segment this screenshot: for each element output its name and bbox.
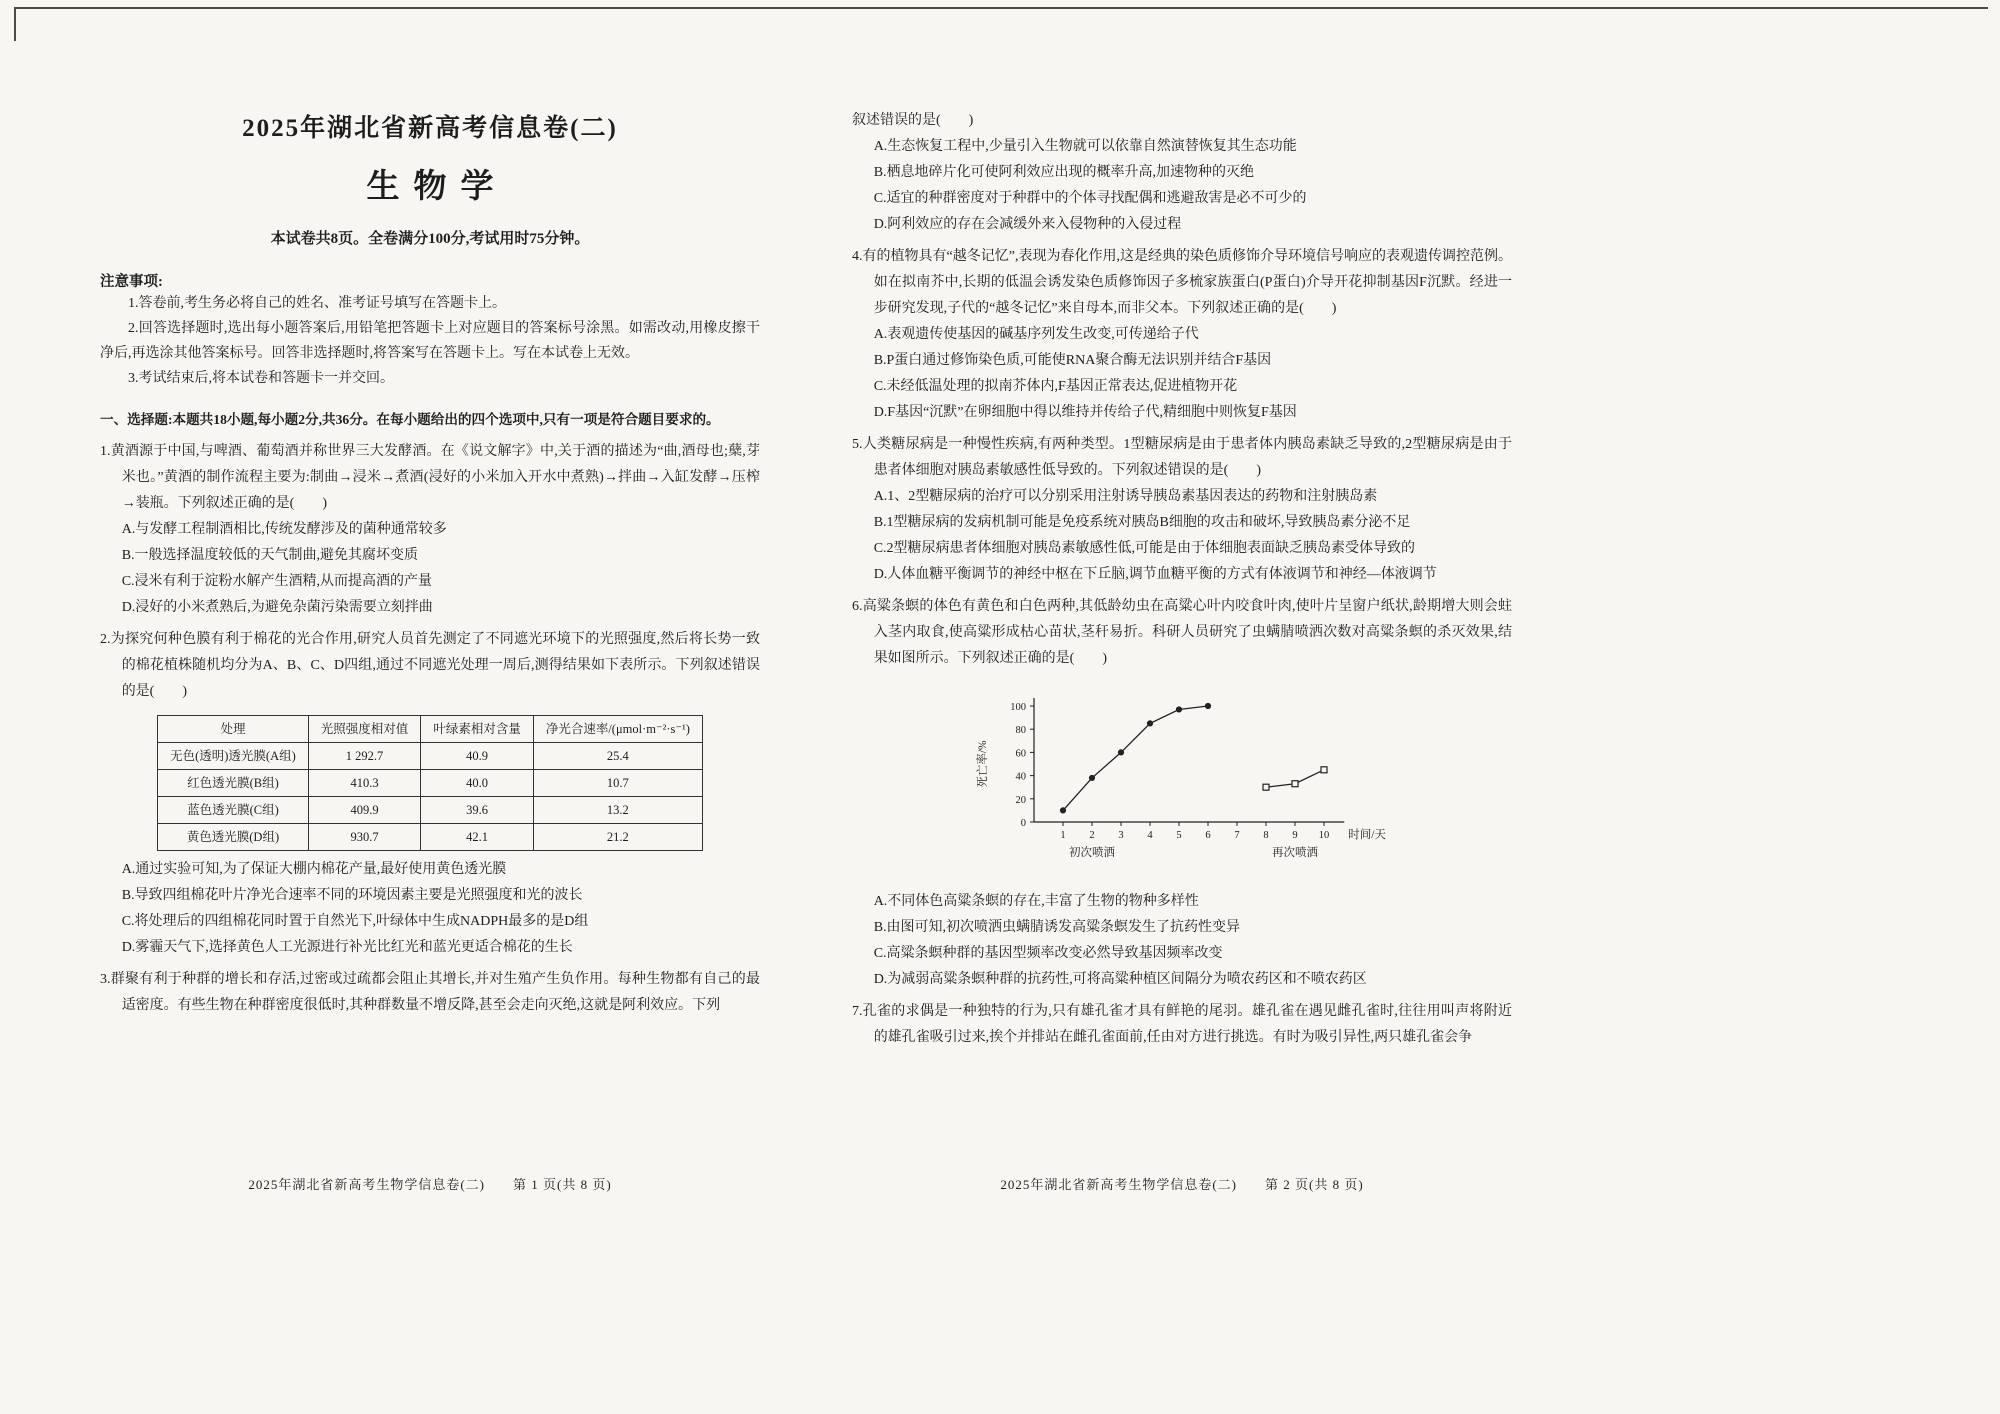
scan-edge-corner [14,7,16,41]
question-1-option-d: D.浸好的小米煮熟后,为避免杂菌污染需要立刻拌曲 [121,600,433,615]
page-1-footer: 2025年湖北省新高考生物学信息卷(二) 第 1 页(共 8 页) [248,1177,612,1192]
table-header-cell: 净光合速率/(μmol·m⁻²·s⁻¹) [533,716,702,743]
table-row [158,770,703,797]
svg-text:20: 20 [1015,794,1026,806]
table-cell: 黄色透光膜(D组) [158,824,309,851]
question-4-option-a: A.表观遗传使基因的碱基序列发生改变,可传递给子代 [873,327,1199,342]
question-2-option-b: B.导致四组棉花叶片净光合速率不同的环境因素主要是光照强度和光的波长 [121,888,583,903]
question-1-option-a: A.与发酵工程制酒相比,传统发酵涉及的菌种通常较多 [121,522,447,537]
table-cell: 25.4 [533,743,702,770]
svg-text:7: 7 [1234,830,1240,841]
table-cell: 无色(透明)透光膜(A组) [158,743,309,770]
question-5-stem: 5.人类糖尿病是一种慢性疾病,有两种类型。1型糖尿病是由于患者体内胰岛素缺乏导致的,2型糖尿病是由于患者体细胞对胰岛素敏感性低导致的。下列叙述错误的是( ) [852,437,1512,478]
table-header-cell: 光照强度相对值 [308,716,421,743]
svg-text:4: 4 [1147,830,1153,841]
question-2-stem: 2.为探究何种色膜有利于棉花的光合作用,研究人员首先测定了不同遮光环境下的光照强度,然后将长势一致的棉花植株随机均分为A、B、C、D四组,通过不同遮光处理一周后,测得结果如下表所示。下列叙述错误的是( ) [100,632,760,699]
table-cell: 409.9 [308,797,421,824]
svg-text:0: 0 [1020,818,1026,829]
svg-text:2: 2 [1089,830,1095,841]
exam-meta-line: 本试卷共8页。全卷满分100分,考试用时75分钟。 [270,231,590,247]
question-5-option-b: B.1型糖尿病的发病机制可能是免疫系统对胰岛B细胞的攻击和破坏,导致胰岛素分泌不足 [873,515,1411,530]
notice-item-2: 2.回答选择题时,选出每小题答案后,用铅笔把答题卡上对应题目的答案标号涂黑。如需改动,用橡皮擦干净后,再选涂其他答案标号。回答非选择题时,将答案写在答题卡上。写在本试卷上无效。 [100,321,760,361]
question-3-option-c: C.适宜的种群密度对于种群中的个体寻找配偶和逃避敌害是必不可少的 [873,191,1307,206]
table-header-row [158,716,703,743]
svg-text:60: 60 [1015,748,1026,760]
exam-title: 2025年湖北省新高考信息卷(二) [242,115,618,142]
table-cell: 10.7 [533,770,702,797]
svg-text:1: 1 [1060,830,1066,841]
table-header-cell: 叶绿素相对含量 [421,716,534,743]
notice-item-3: 3.考试结束后,将本试卷和答题卡一并交回。 [128,371,394,386]
question-3-stem-continued: 叙述错误的是( ) [852,113,974,128]
exam-page-2 [852,108,1512,1193]
table-cell: 930.7 [308,824,421,851]
question-6-option-d: D.为减弱高粱条螟种群的抗药性,可将高粱种植区间隔分为喷农药区和不喷农药区 [873,972,1367,987]
question-2-option-a: A.通过实验可知,为了保证大棚内棉花产量,最好使用黄色透光膜 [121,862,507,877]
question-1-option-c: C.浸米有利于淀粉水解产生酒精,从而提高酒的产量 [121,574,433,589]
svg-text:6: 6 [1205,830,1211,841]
question-3-option-a: A.生态恢复工程中,少量引入生物就可以依靠自然演替恢复其生态功能 [873,139,1297,154]
q2-data-table [157,715,703,851]
page-2-footer: 2025年湖北省新高考生物学信息卷(二) 第 2 页(共 8 页) [1000,1177,1364,1192]
question-5-option-a: A.1、2型糖尿病的治疗可以分别采用注射诱导胰岛素基因表达的药物和注射胰岛素 [873,489,1378,504]
table-row [158,824,703,851]
question-2-option-d: D.雾霾天气下,选择黄色人工光源进行补光比红光和蓝光更适合棉花的生长 [121,940,573,955]
notice-item-1: 1.答卷前,考生务必将自己的姓名、准考证号填写在答题卡上。 [128,296,506,311]
question-6-option-b: B.由图可知,初次喷洒虫螨腈诱发高粱条螟发生了抗药性变异 [873,920,1241,935]
svg-text:40: 40 [1015,771,1026,783]
table-cell: 410.3 [308,770,421,797]
question-6-option-c: C.高粱条螟种群的基因型频率改变必然导致基因频率改变 [873,946,1223,961]
table-cell: 39.6 [421,797,534,824]
svg-text:10: 10 [1318,830,1330,841]
question-1-stem: 1.黄酒源于中国,与啤酒、葡萄酒并称世界三大发酵酒。在《说文解字》中,关于酒的描述为“曲,酒母也;蘖,芽米也。”黄酒的制作流程主要为:制曲→浸米→煮酒(浸好的小米加入开水中煮熟)→拌曲→入缸发酵→压榨→装瓶。下列叙述正确的是( ) [100,444,760,511]
question-3-option-b: B.栖息地碎片化可使阿利效应出现的概率升高,加速物种的灭绝 [873,165,1255,180]
svg-text:初次喷洒: 初次喷洒 [1069,847,1115,859]
section-heading: 一、选择题:本题共18小题,每小题2分,共36分。在每小题给出的四个选项中,只有一项是符合题目要求的。 [100,412,720,427]
svg-text:9: 9 [1292,830,1298,841]
table-header-cell: 处理 [158,716,309,743]
question-3-stem: 3.群聚有利于种群的增长和存活,过密或过疏都会阻止其增长,并对生殖产生负作用。每种生物都有自己的最适密度。有些生物在种群密度很低时,其种群数量不增反降,甚至会走向灭绝,这就是阿利效应。下列 [100,972,760,1013]
svg-text:8: 8 [1263,830,1269,841]
subject-heading: 生物学 [366,169,508,205]
svg-text:时间/天: 时间/天 [1348,829,1387,841]
question-5-option-d: D.人体血糖平衡调节的神经中枢在下丘脑,调节血糖平衡的方式有体液调节和神经—体液调节 [873,567,1437,582]
question-2-option-c: C.将处理后的四组棉花同时置于自然光下,叶绿体中生成NADPH最多的是D组 [121,914,589,929]
question-4-option-d: D.F基因“沉默”在卵细胞中得以维持并传给子代,精细胞中则恢复F基因 [873,405,1297,420]
table-cell: 红色透光膜(B组) [158,770,309,797]
question-3-option-d: D.阿利效应的存在会减缓外来入侵物种的入侵过程 [873,217,1182,232]
question-4-option-b: B.P蛋白通过修饰染色质,可能使RNA聚合酶无法识别并结合F基因 [873,353,1272,368]
question-4-stem: 4.有的植物具有“越冬记忆”,表现为春化作用,这是经典的染色质修饰介导环境信号响应的表观遗传调控范例。如在拟南芥中,长期的低温会诱发染色质修饰因子多梳家族蛋白(P蛋白)介导开花抑制基因F沉默。经进一步研究发现,子代的“越冬记忆”来自母本,而非父本。下列叙述正确的是( ) [852,249,1512,316]
question-6-option-a: A.不同体色高粱条螟的存在,丰富了生物的物种多样性 [873,894,1199,909]
svg-text:100: 100 [1010,702,1026,713]
table-cell: 1 292.7 [308,743,421,770]
question-1-option-b: B.一般选择温度较低的天气制曲,避免其腐坏变质 [121,548,419,563]
table-cell: 42.1 [421,824,534,851]
question-5-option-c: C.2型糖尿病患者体细胞对胰岛素敏感性低,可能是由于体细胞表面缺乏胰岛素受体导致的 [873,541,1416,556]
scan-edge-line [14,7,1988,9]
svg-text:死亡率/%: 死亡率/% [977,740,989,788]
table-cell: 蓝色透光膜(C组) [158,797,309,824]
notice-title: 注意事项: [100,274,163,290]
question-7-stem: 7.孔雀的求偶是一种独特的行为,只有雄孔雀才具有鲜艳的尾羽。雄孔雀在遇见雌孔雀时,往往用叫声将附近的雄孔雀吸引过来,挨个并排站在雌孔雀面前,任由对方进行挑选。有时为吸引异性,两只雄孔雀会争 [852,1004,1512,1045]
table-row [158,797,703,824]
mortality-line-chart [962,680,1402,880]
svg-text:3: 3 [1118,830,1124,841]
svg-text:5: 5 [1176,830,1182,841]
table-cell: 40.0 [421,770,534,797]
question-6-stem: 6.高粱条螟的体色有黄色和白色两种,其低龄幼虫在高粱心叶内咬食叶肉,使叶片呈窗户纸状,龄期增大则会蛀入茎内取食,使高粱形成枯心苗状,茎秆易折。科研人员研究了虫螨腈喷洒次数对高粱条螟的杀灭效果,结果如图所示。下列叙述正确的是( ) [852,599,1512,666]
table-row [158,743,703,770]
q6-chart-figure [962,680,1402,885]
question-4-option-c: C.未经低温处理的拟南芥体内,F基因正常表达,促进植物开花 [873,379,1238,394]
svg-text:再次喷洒: 再次喷洒 [1272,847,1318,859]
svg-text:80: 80 [1015,725,1026,737]
table-cell: 21.2 [533,824,702,851]
table-cell: 13.2 [533,797,702,824]
exam-page-1 [100,108,760,1193]
table-cell: 40.9 [421,743,534,770]
